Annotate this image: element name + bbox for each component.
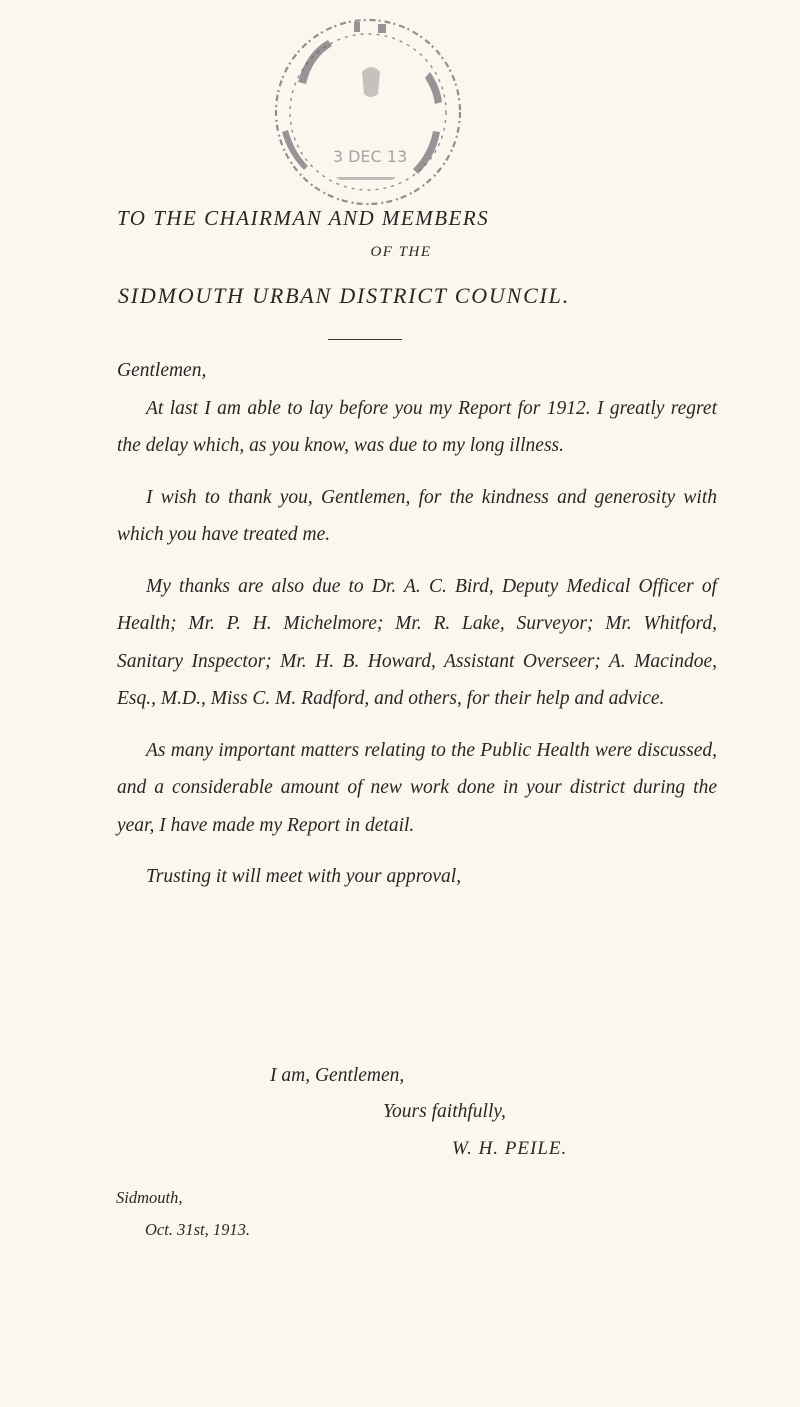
library-stamp	[258, 12, 478, 222]
closing-line-1: I am, Gentlemen,	[270, 1065, 405, 1086]
paragraph-report-detail: As many important matters relating to the Public Health were discussed, and a considerable amount of new work done in your district during the year, I have made my Report in detail.	[117, 739, 717, 836]
date-line: Oct. 31st, 1913.	[145, 1220, 250, 1239]
heading-line-1: TO THE CHAIRMAN AND MEMBERS	[117, 206, 490, 230]
heading-council-name: SIDMOUTH URBAN DISTRICT COUNCIL.	[118, 283, 570, 308]
closing-line-2: Yours faithfully,	[383, 1101, 506, 1122]
heading-line-2: OF THE	[370, 244, 432, 260]
signature: W. H. PEILE.	[452, 1138, 568, 1159]
paragraph-thanks-staff: My thanks are also due to Dr. A. C. Bird, Deputy Medical Officer of Health; Mr. P. H. Michelmore; Mr. R. Lake, Surveyor; Mr. Whitford, Sanitary Inspector; Mr. H. B. Howard, Assistant Overseer; A. Macindoe, Esq., M.D., Miss C. M. Radford, and others, for their help and advice.	[117, 575, 717, 709]
place-line: Sidmouth,	[116, 1188, 183, 1207]
paragraph-report-delay: At last I am able to lay before you my Report for 1912. I greatly regret the delay which, as you know, was due to my long illness.	[117, 397, 717, 456]
letter-body	[117, 352, 717, 896]
stamp-seal-icon	[258, 12, 478, 222]
paragraph-thanks-council: I wish to thank you, Gentlemen, for the kindness and generosity with which you have treated me.	[117, 486, 717, 545]
salutation: Gentlemen,	[117, 360, 207, 381]
paragraph-trusting: Trusting it will meet with your approval,	[146, 866, 462, 887]
divider-rule	[328, 339, 402, 340]
stamp-date-text: 3 DEC 13	[332, 147, 408, 166]
